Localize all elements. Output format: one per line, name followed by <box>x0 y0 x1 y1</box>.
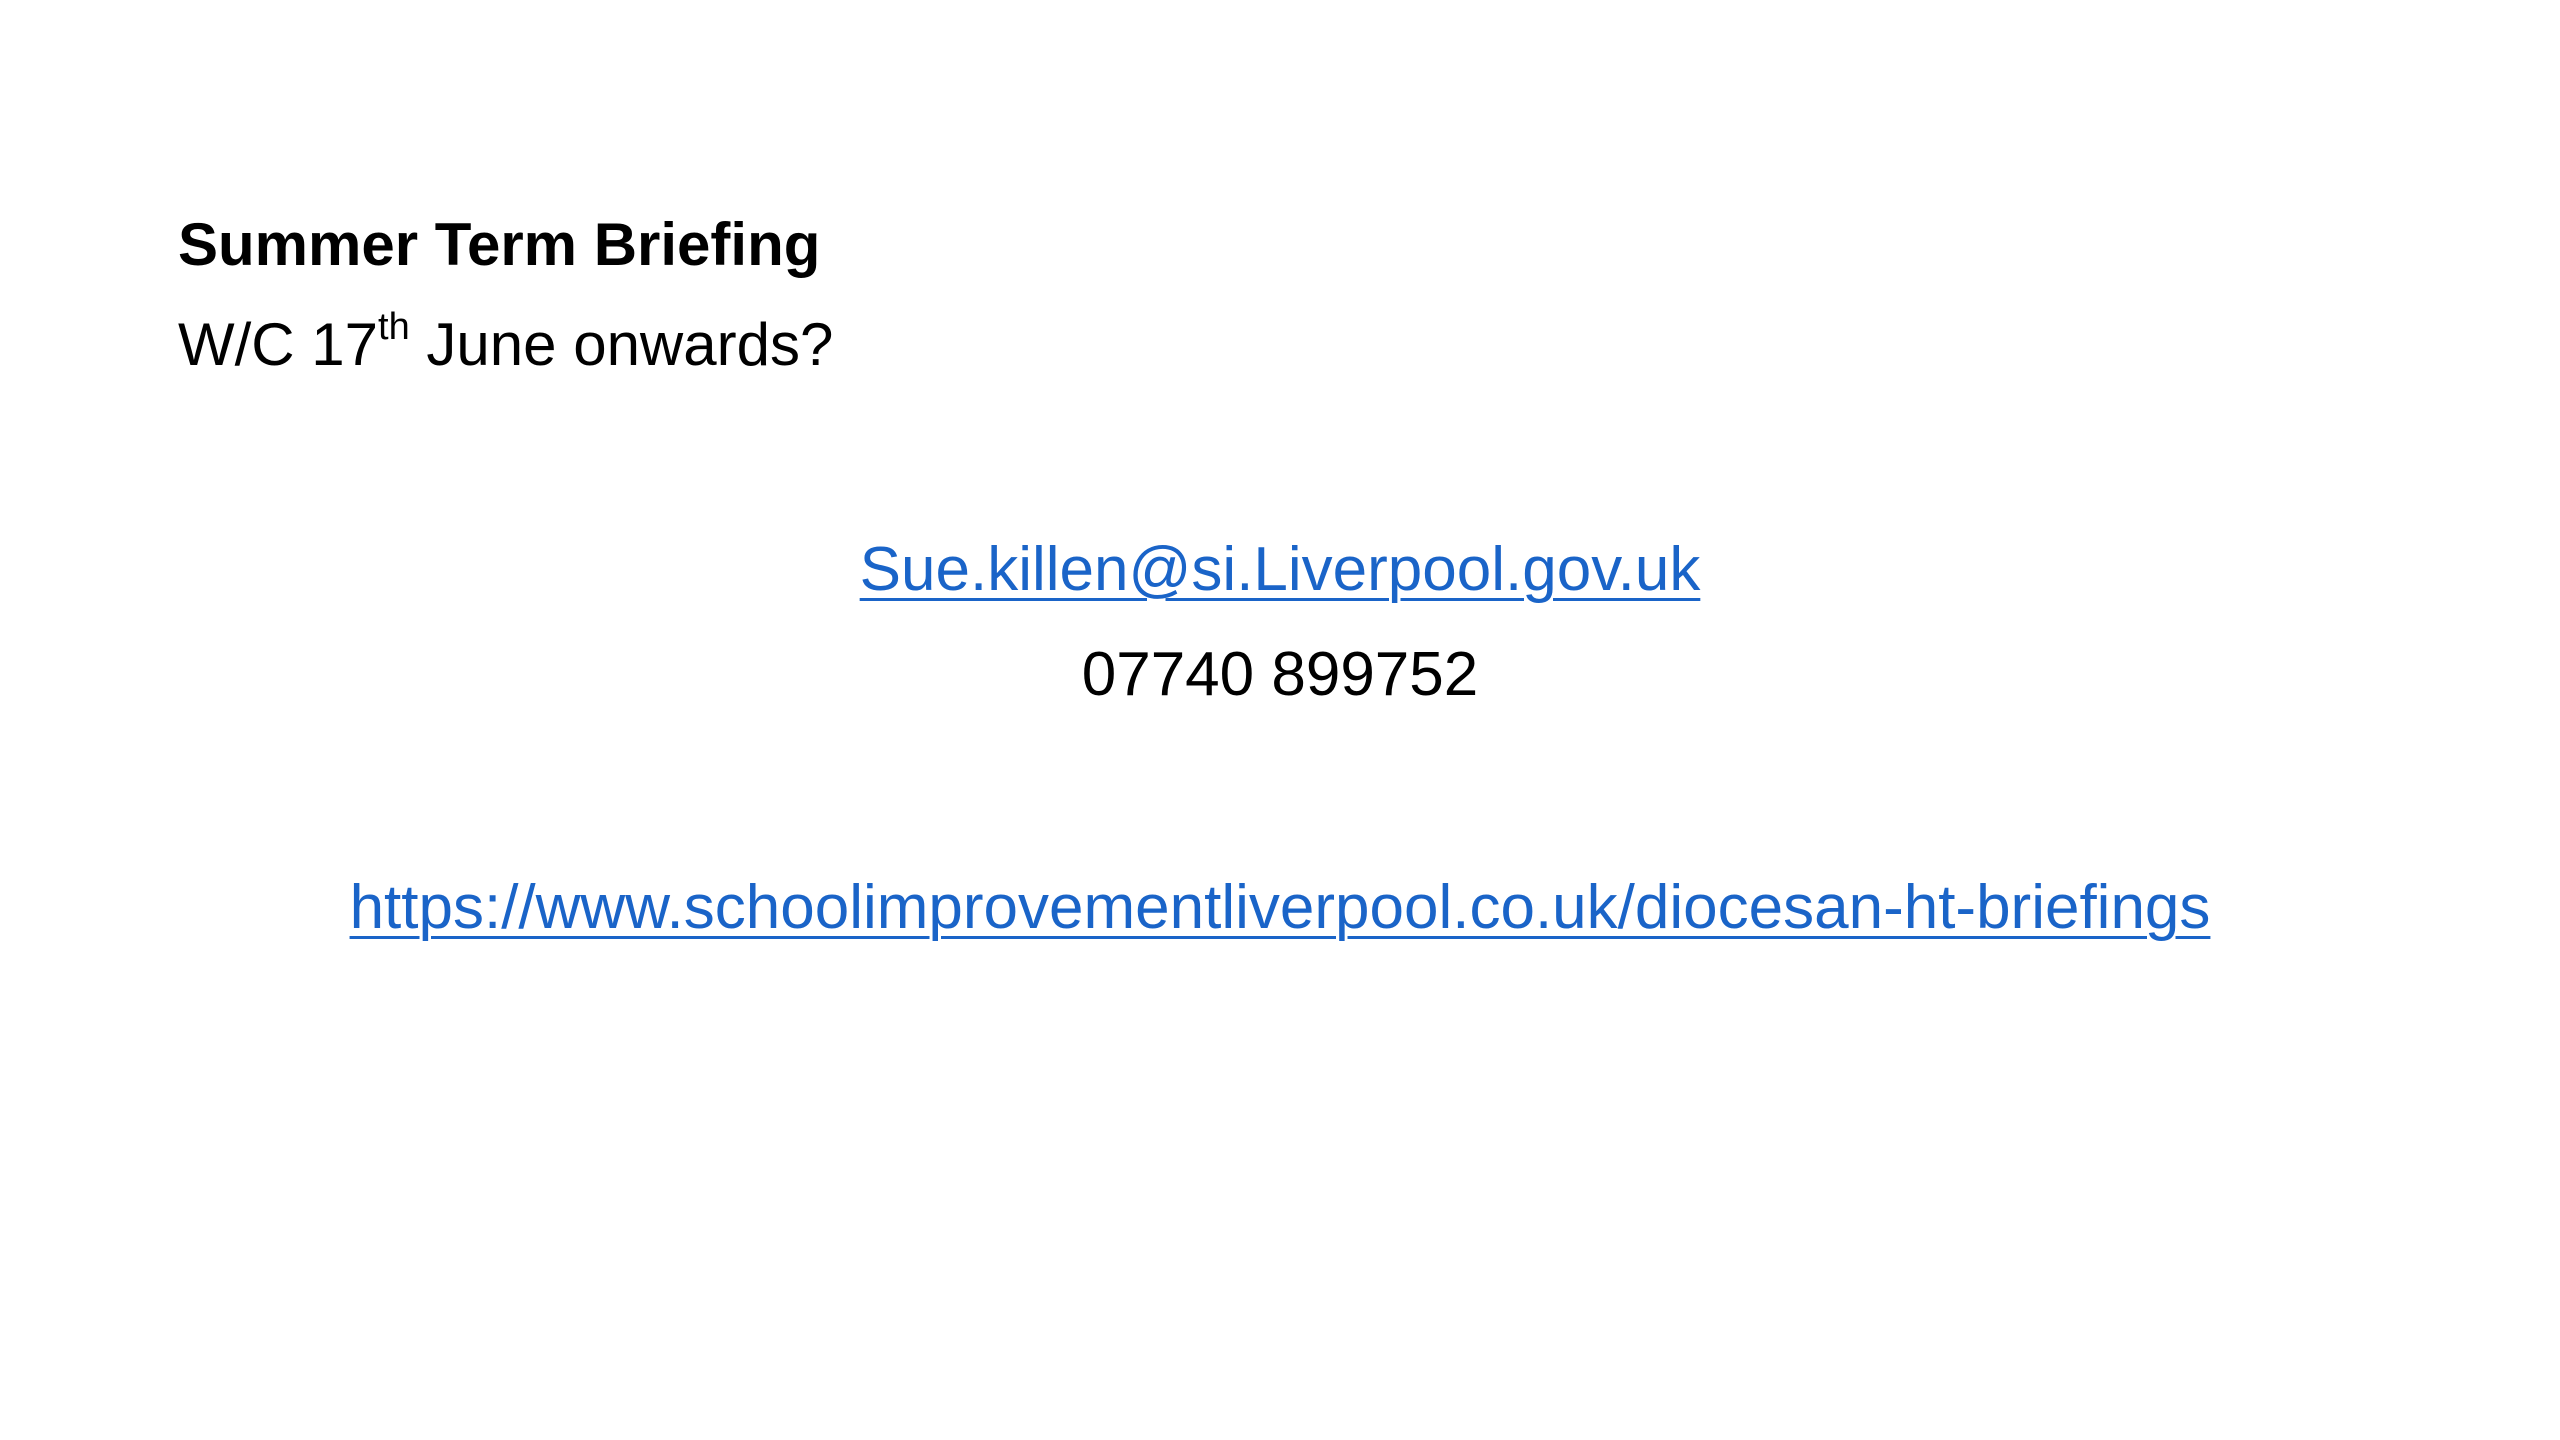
email-link[interactable]: Sue.killen@si.Liverpool.gov.uk <box>859 535 1701 604</box>
phone-number: 07740 899752 <box>1081 640 1479 709</box>
title-block <box>178 200 1578 400</box>
subheading-date-prefix: W/C 17 <box>178 311 379 378</box>
subheading-date-suffix: June onwards? <box>409 311 834 378</box>
briefings-url-link[interactable]: https://www.schoolimprovementliverpool.co.uk/diocesan-ht-briefings <box>349 873 2211 942</box>
url-block <box>0 858 2560 958</box>
contact-block <box>0 520 2560 730</box>
slide-subheading <box>178 290 1578 400</box>
subheading-ordinal-superscript: th <box>378 306 410 348</box>
slide-heading: Summer Term Briefing <box>178 211 821 278</box>
